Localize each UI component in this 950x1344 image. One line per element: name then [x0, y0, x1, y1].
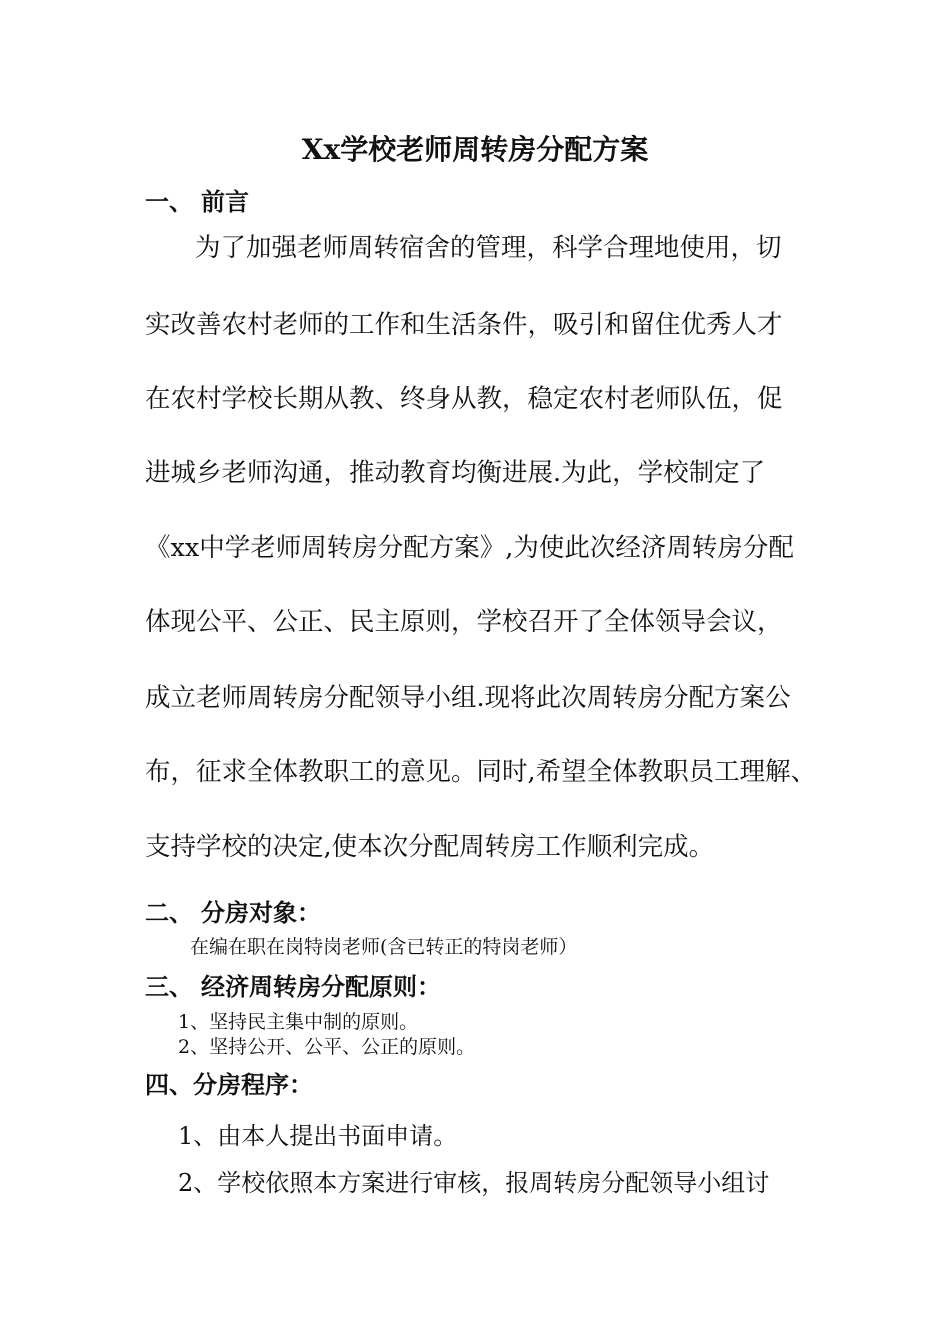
procedure-item: 1、由本人提出书面申请。: [178, 1122, 458, 1150]
section-heading-preface: [145, 185, 249, 219]
preface-line: 体现公平、公正、民主原则，学校召开了全体领导会议，: [145, 607, 783, 637]
principle-item: 1、坚持民主集中制的原则。: [178, 1011, 419, 1033]
section-title: 前言: [201, 187, 249, 216]
preface-line: 进城乡老师沟通，推动教育均衡进展.为此，学校制定了: [145, 458, 766, 488]
preface-line: 成立老师周转房分配领导小组.现将此次周转房分配方案公: [145, 683, 791, 713]
section-number: 二、: [145, 898, 193, 927]
section-heading-procedure: [145, 1068, 313, 1102]
section-number: 三、: [145, 972, 193, 1001]
preface-line: 布，征求全体教职工的意见。同时,希望全体教职员工理解、: [145, 757, 817, 787]
section-title: 分房对象：: [201, 898, 321, 927]
section-number: 四、: [145, 1070, 193, 1099]
preface-line: 为了加强老师周转宿舍的管理，科学合理地使用，切: [195, 233, 782, 263]
section-number: 一、: [145, 187, 193, 216]
section-title: 分房程序：: [193, 1070, 313, 1099]
document-title: Xx学校老师周转房分配方案: [301, 133, 649, 166]
preface-line: 在农村学校长期从教、终身从教，稳定农村老师队伍，促: [145, 384, 783, 414]
recipients-line: 在编在职在岗特岗老师(含已转正的特岗老师）: [190, 936, 578, 958]
preface-line: 实改善农村老师的工作和生活条件，吸引和留住优秀人才: [145, 310, 783, 340]
procedure-item: 2、学校依照本方案进行审核，报周转房分配领导小组讨: [178, 1169, 770, 1197]
section-heading-recipients: [145, 896, 321, 930]
section-title: 经济周转房分配原则：: [201, 972, 441, 1001]
preface-line: 《xx中学老师周转房分配方案》,为使此次经济周转房分配: [145, 533, 794, 563]
principle-item: 2、坚持公开、公平、公正的原则。: [178, 1036, 476, 1058]
preface-line: 支持学校的决定,使本次分配周转房工作顺利完成。: [145, 832, 715, 862]
section-heading-principles: [145, 970, 441, 1004]
